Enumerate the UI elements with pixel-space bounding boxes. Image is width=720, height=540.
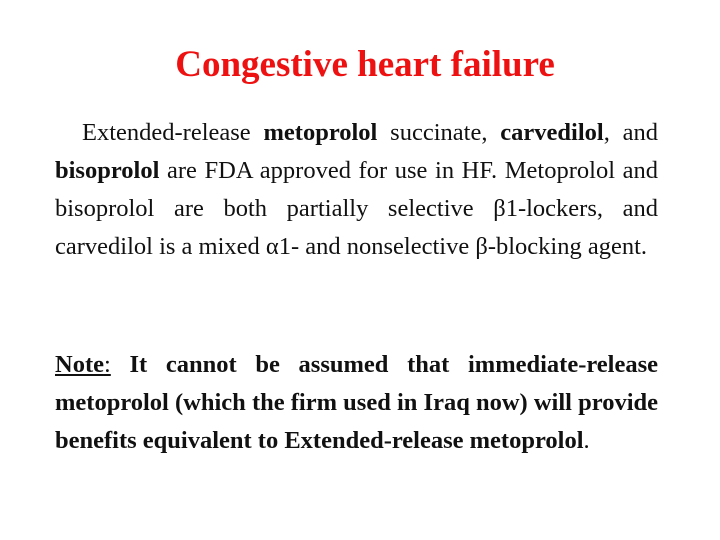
para1-text-1: Extended-release <box>82 119 264 146</box>
note-label: Note <box>55 351 104 378</box>
para1-text-3: , and <box>603 119 658 146</box>
para1-text-2: succinate, <box>377 119 501 146</box>
drug-carvedilol: carvedilol <box>500 119 604 146</box>
paragraph-hf-beta-blockers <box>55 114 658 266</box>
drug-metoprolol: metoprolol <box>263 119 378 146</box>
note-end-period: . <box>583 427 590 454</box>
note-colon: : <box>103 351 111 378</box>
drug-bisoprolol: bisoprolol <box>55 157 160 184</box>
note-text: It cannot be assumed that immediate-release metoprolol (which the firm used in Iraq now) will provide benefits equivalent to Extended-release metoprolol <box>55 351 658 454</box>
para1-text-4: are FDA approved for use in HF. Metoprolol and bisoprolol are both partially selective β1-lockers, and carvedilol is a mixed α1- and nonselective β-blocking agent. <box>55 157 658 260</box>
slide-title: Congestive heart failure <box>175 44 555 85</box>
paragraph-note <box>55 346 658 460</box>
